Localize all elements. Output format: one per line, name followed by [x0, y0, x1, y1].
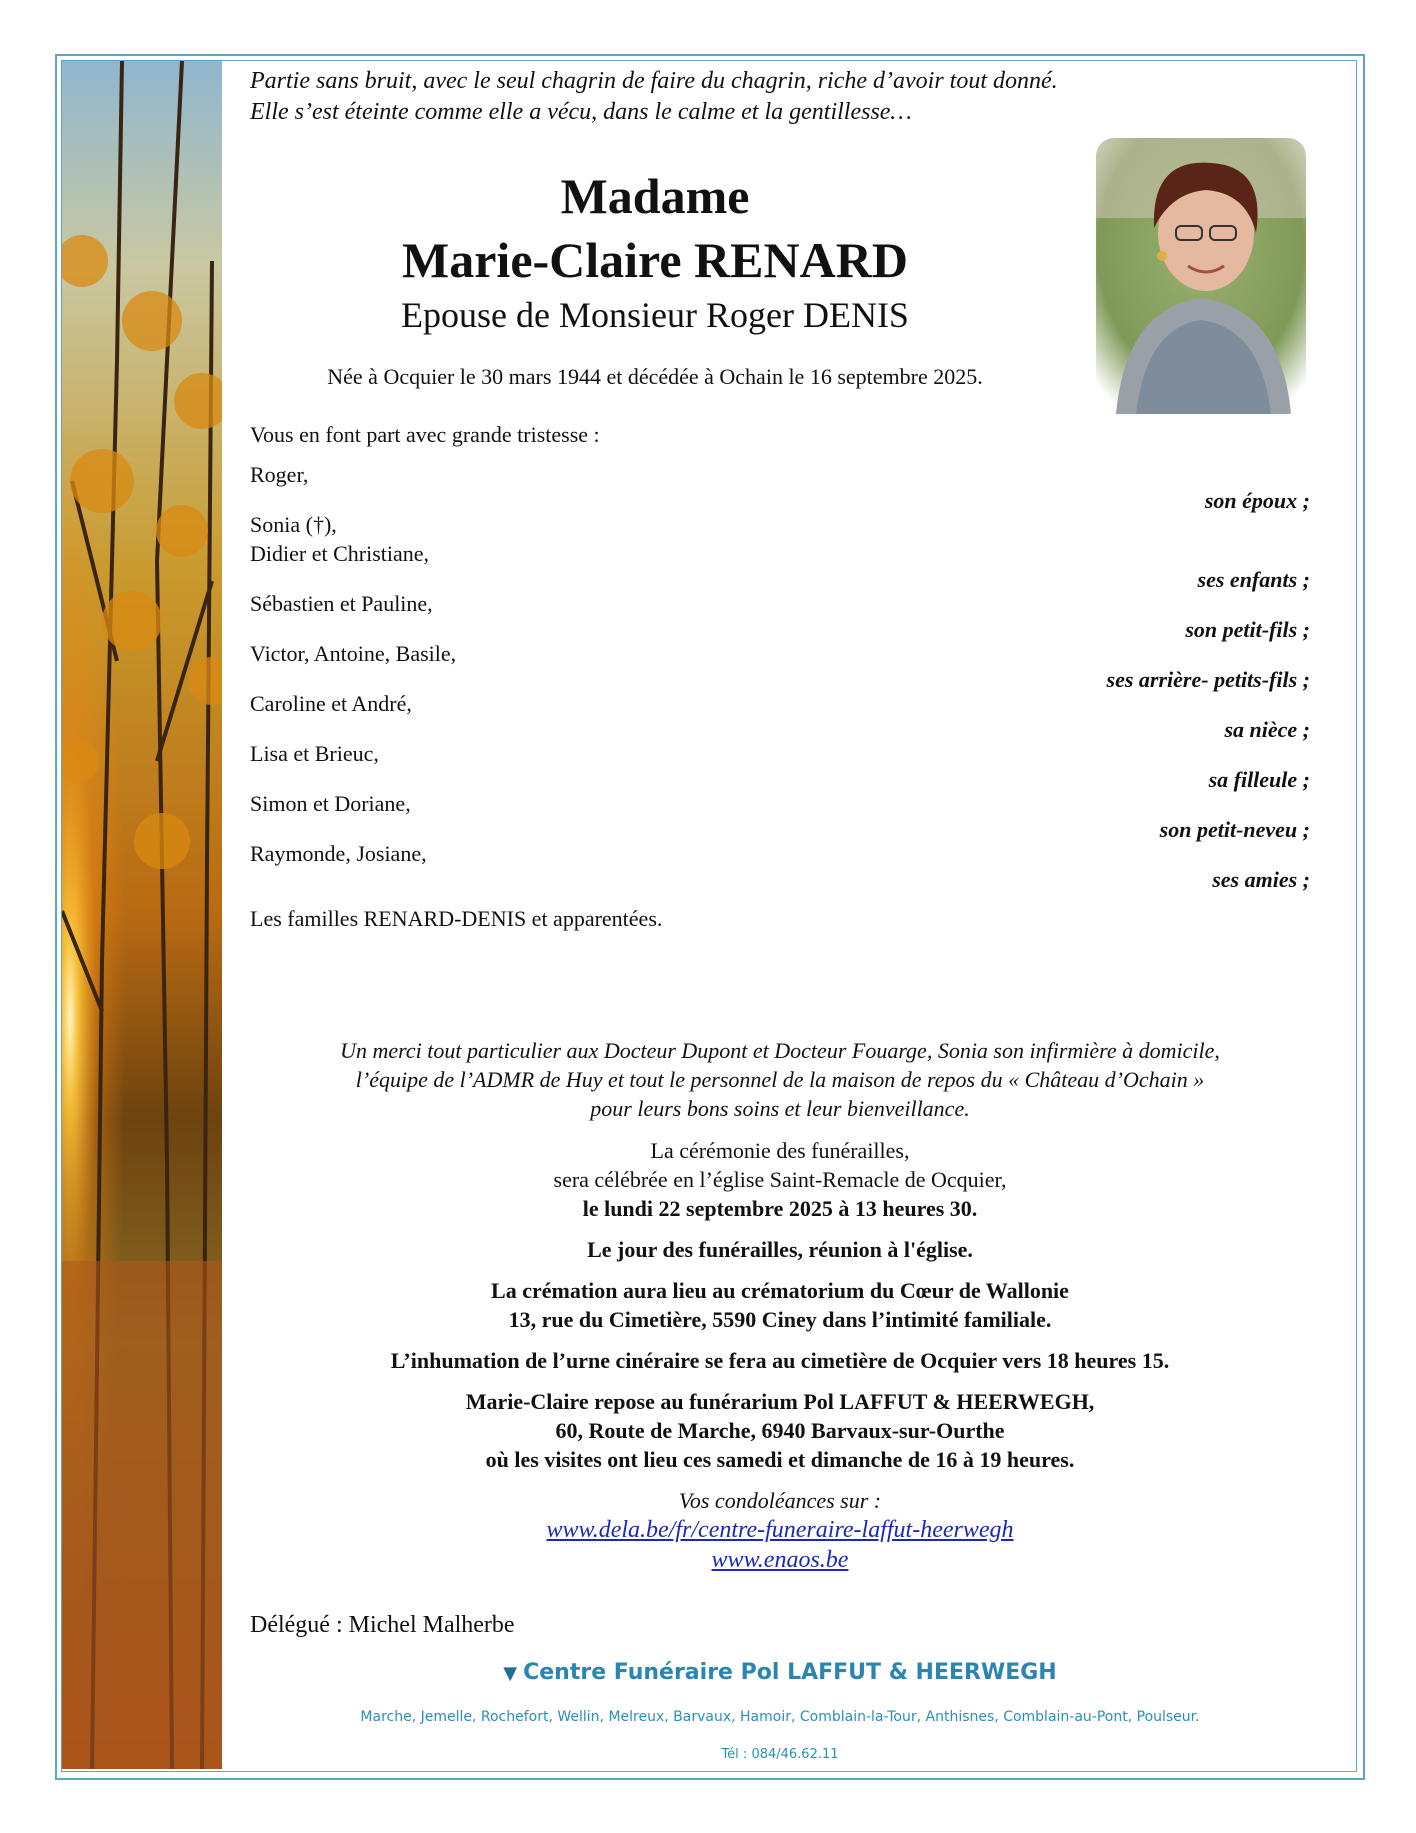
family-name: Simon et Doriane,	[250, 791, 411, 816]
funeral-home-footer	[250, 1660, 1310, 1762]
family-group	[250, 739, 1310, 792]
families-line: Les familles RENARD-DENIS et apparentées.	[250, 906, 663, 931]
birth-death-line: Née à Ocquier le 30 mars 1944 et décédée à Ochain le 16 septembre 2025.	[327, 364, 983, 389]
family-group	[250, 689, 1310, 742]
triangle-down-icon: ▼	[503, 1663, 518, 1684]
family-list	[250, 422, 1310, 932]
cremation-line-1: La crémation aura lieu au crématorium du Cœur de Wallonie	[491, 1278, 1069, 1303]
family-intro: Vous en font part avec grande tristesse :	[250, 422, 600, 447]
ceremony-line-2: sera célébrée en l’église Saint-Remacle de Ocquier,	[553, 1167, 1007, 1192]
delegate-line: Délégué : Michel Malherbe	[250, 1612, 515, 1638]
cremation-line-2: 13, rue du Cimetière, 5590 Ciney dans l’intimité familiale.	[508, 1307, 1052, 1332]
thanks-line-1: Un merci tout particulier aux Docteur Dupont et Docteur Fouarge, Sonia son infirmière à domicile,	[340, 1038, 1220, 1063]
title-block	[250, 166, 1060, 338]
condolences-link-dela[interactable]: www.dela.be/fr/centre-funeraire-laffut-heerwegh	[546, 1517, 1014, 1543]
portrait-photo	[1096, 138, 1306, 414]
family-relation: son époux ;	[1204, 488, 1310, 513]
ceremony-date: le lundi 22 septembre 2025 à 13 heures 30.	[582, 1196, 978, 1221]
rest-line-1: Marie-Claire repose au funérarium Pol LAFFUT & HEERWEGH,	[465, 1389, 1095, 1414]
family-name: Caroline et André,	[250, 691, 412, 716]
family-relation: sa filleule ;	[1208, 767, 1310, 792]
family-relation: ses enfants ;	[1197, 567, 1310, 592]
spouse-line: Epouse de Monsieur Roger DENIS	[401, 295, 909, 335]
meeting-line: Le jour des funérailles, réunion à l'église.	[587, 1237, 973, 1262]
family-name: Roger,	[250, 462, 309, 487]
thanks-line-3: pour leurs bons soins et leur bienveillance.	[590, 1096, 970, 1121]
funeral-home-name-text: Centre Funéraire Pol LAFFUT & HEERWEGH	[523, 1660, 1057, 1685]
rest-line-2: 60, Route de Marche, 6940 Barvaux-sur-Ourthe	[555, 1418, 1005, 1443]
condolences-label: Vos condoléances sur :	[678, 1488, 882, 1513]
ceremony-line-1: La cérémonie des funérailles,	[650, 1138, 910, 1163]
family-name: Sébastien et Pauline,	[250, 591, 433, 616]
family-relation: sa nièce ;	[1224, 717, 1310, 742]
family-group	[250, 639, 1310, 692]
rest-line-3: où les visites ont lieu ces samedi et dimanche de 16 à 19 heures.	[485, 1447, 1075, 1472]
family-name: Raymonde, Josiane,	[250, 841, 427, 866]
family-group	[250, 789, 1310, 842]
family-name: Sonia (†),	[250, 512, 337, 537]
quote-line-1: Partie sans bruit, avec le seul chagrin de faire du chagrin, riche d’avoir tout donné.	[250, 68, 1058, 94]
autumn-forest-image	[62, 61, 222, 1769]
family-group	[250, 589, 1310, 642]
family-group	[250, 460, 1310, 513]
funeral-home-locations: Marche, Jemelle, Rochefort, Wellin, Melreux, Barvaux, Hamoir, Comblain-la-Tour, Anthisnes, Comblain-au-Pont, Poulseur.	[360, 1709, 1200, 1725]
quote-line-2: Elle s’est éteinte comme elle a vécu, dans le calme et la gentillesse…	[250, 99, 912, 125]
thanks-paragraph	[250, 1036, 1310, 1123]
thanks-line-2: l’équipe de l’ADMR de Huy et tout le personnel de la maison de repos du « Château d’Ochain »	[355, 1067, 1205, 1092]
ceremony-details	[250, 1136, 1310, 1575]
family-relation: ses amies ;	[1212, 867, 1310, 892]
inhumation-line: L’inhumation de l’urne cinéraire se fera au cimetière de Ocquier vers 18 heures 15.	[390, 1348, 1170, 1373]
obituary-content	[250, 66, 1310, 1638]
funeral-home-name	[250, 1660, 1310, 1685]
family-group	[250, 510, 1310, 592]
family-relation: ses arrière- petits-fils ;	[1106, 667, 1310, 692]
deceased-name: Marie-Claire RENARD	[402, 232, 908, 288]
family-relation: son petit-fils ;	[1185, 617, 1310, 642]
condolences-link-enaos[interactable]: www.enaos.be	[711, 1547, 849, 1573]
family-group	[250, 839, 1310, 892]
salutation: Madame	[560, 168, 750, 224]
family-relation: son petit-neveu ;	[1159, 817, 1310, 842]
family-name: Lisa et Brieuc,	[250, 741, 379, 766]
family-name: Victor, Antoine, Basile,	[250, 641, 457, 666]
family-name: Didier et Christiane,	[250, 541, 430, 566]
funeral-home-phone: Tél : 084/46.62.11	[721, 1747, 839, 1762]
